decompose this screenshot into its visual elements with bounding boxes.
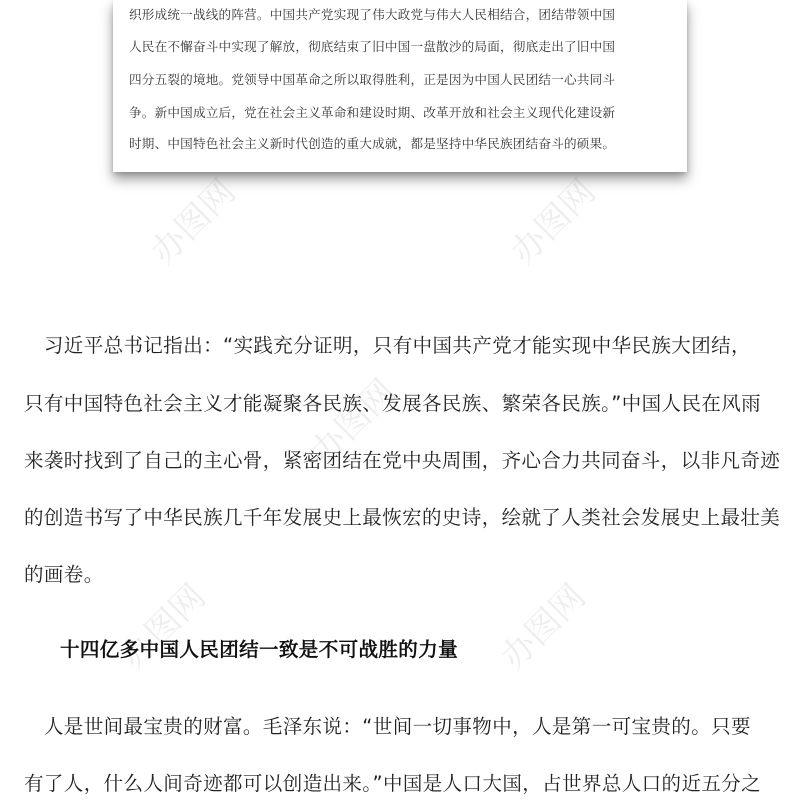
quote-card-line: 人民在不懈奋斗中实现了解放，彻底结束了旧中国一盘散沙的局面，彻底走出了旧中国 — [129, 39, 616, 54]
paragraph-line: 有了人，什么人间奇迹都可以创造出来。”中国是人口大国，占世界总人口的近五分之 — [24, 772, 762, 795]
quote-card — [113, 0, 687, 172]
watermark: 办图网 — [493, 576, 594, 678]
watermark: 办图网 — [503, 171, 604, 273]
paragraph-line: 的画卷。 — [24, 563, 104, 586]
paragraph-line: 的创造书写了中华民族几千年发展史上最恢宏的史诗，绘就了人类社会发展史上最壮美 — [24, 506, 781, 529]
paragraph-line: 习近平总书记指出：“实践充分证明，只有中国共产党才能实现中华民族大团结， — [24, 334, 751, 357]
quote-card-line: 织形成统一战线的阵营。中国共产党实现了伟大政党与伟大人民相结合，团结带领中国 — [129, 7, 616, 22]
paragraph-line: 人是世间最宝贵的财富。毛泽东说：“世间一切事物中，人是第一可宝贵的。只要 — [24, 715, 751, 738]
section-heading: 十四亿多中国人民团结一致是不可战胜的力量 — [60, 638, 459, 661]
watermark: 办图网 — [143, 171, 244, 273]
quote-card-line: 四分五裂的境地。党领导中国革命之所以取得胜利，正是因为中国人民团结一心共同斗 — [129, 72, 616, 87]
paragraph-line: 只有中国特色社会主义才能凝聚各民族、发展各民族、繁荣各民族。”中国人民在风雨 — [24, 392, 762, 415]
paragraph-line: 来袭时找到了自己的主心骨，紧密团结在党中央周围，齐心合力共同奋斗，以非凡奇迹 — [24, 449, 781, 472]
quote-card-line: 争。新中国成立后，党在社会主义革命和建设时期、改革开放和社会主义现代化建设新 — [129, 105, 616, 120]
quote-card-line: 时期、中国特色社会主义新时代创造的重大成就，都是坚持中华民族团结奋斗的硕果。 — [129, 136, 616, 151]
watermark: 办图网 — [303, 371, 404, 473]
watermark: 办图网 — [113, 576, 214, 678]
